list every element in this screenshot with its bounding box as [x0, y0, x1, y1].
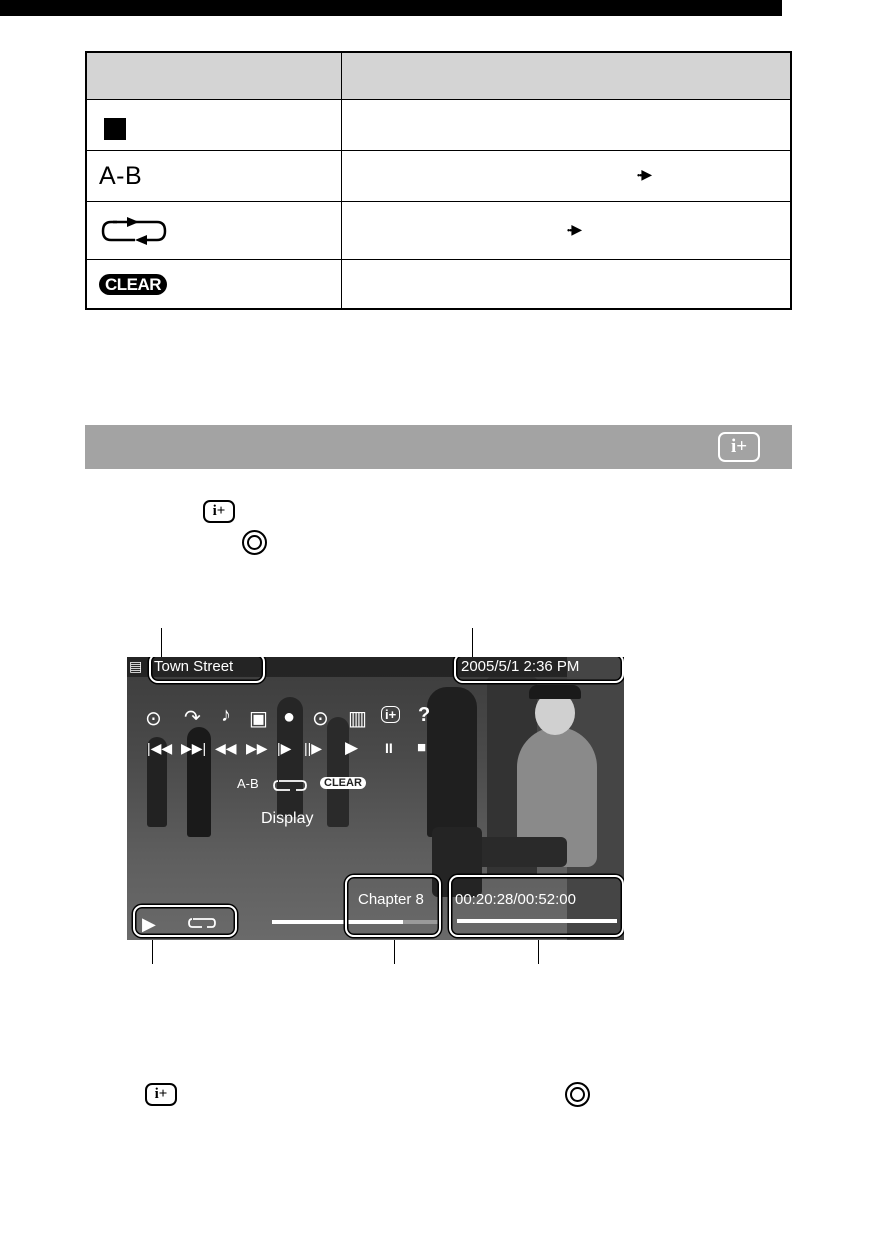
video-camera-icon[interactable]: ▣: [249, 708, 268, 730]
callout-title: [149, 657, 265, 683]
ab-repeat-label: A-B: [99, 161, 143, 190]
page-reference-arrow-icon: ••▶: [567, 221, 582, 237]
video-title: Town Street: [154, 658, 234, 675]
repeat-loop-icon[interactable]: [272, 778, 308, 793]
video-screenshot: [127, 657, 624, 940]
subtitle-icon[interactable]: ●: [283, 706, 296, 728]
next-icon[interactable]: ▶▶|: [181, 740, 207, 756]
stop-square-icon: [104, 118, 126, 140]
table-header: [87, 53, 790, 99]
display-label: Display: [261, 810, 314, 827]
table-row: [87, 259, 790, 308]
callout-leader: [161, 628, 162, 657]
rewind-icon[interactable]: ◀◀: [215, 740, 237, 756]
callout-datetime: [454, 657, 624, 683]
circle-button-icon: [565, 1082, 590, 1107]
fast-forward-icon[interactable]: ▶▶: [246, 740, 268, 756]
button-table: [85, 51, 792, 310]
section-header-bar: [85, 425, 792, 469]
play-icon[interactable]: ▶: [345, 738, 359, 757]
rotate-icon[interactable]: ↷: [184, 707, 201, 729]
info-plus-icon: i+: [718, 432, 760, 462]
callout-chapter: [345, 875, 441, 937]
chapter-label: Chapter 8: [358, 891, 424, 908]
page-reference-arrow-icon: ••▶: [637, 166, 652, 182]
clear-icon: CLEAR: [99, 274, 167, 295]
table-row: [87, 150, 790, 201]
pause-icon[interactable]: II: [385, 740, 393, 756]
callout-leader: [538, 940, 539, 964]
info-icon[interactable]: i+: [381, 706, 400, 723]
info-plus-icon: i+: [145, 1083, 177, 1106]
time-counter: 00:20:28/00:52:00: [455, 891, 576, 908]
top-rule: [0, 0, 782, 16]
music-icon[interactable]: ♪: [221, 704, 231, 726]
slow-icon[interactable]: ||▶: [304, 740, 323, 756]
callout-time: [449, 875, 624, 937]
callout-leader: [394, 940, 395, 964]
table-row: [87, 99, 790, 150]
help-icon[interactable]: ?: [418, 704, 431, 726]
callout-status: [133, 905, 237, 937]
film-icon: ▤: [129, 658, 143, 674]
repeat-loop-icon: [99, 216, 169, 246]
callout-leader: [152, 940, 153, 964]
ab-repeat-button[interactable]: A-B: [237, 776, 259, 791]
callout-leader: [472, 628, 473, 657]
camera-icon[interactable]: ⊙: [145, 708, 162, 730]
clear-button[interactable]: CLEAR: [320, 777, 366, 789]
audio-icon[interactable]: ⊙: [312, 708, 329, 730]
table-row: [87, 201, 790, 259]
previous-icon[interactable]: |◀◀: [147, 740, 173, 756]
stop-icon[interactable]: ■: [417, 739, 427, 756]
date-time: 2005/5/1 2:36 PM: [461, 658, 580, 675]
info-plus-icon: i+: [203, 500, 235, 523]
play-status-icon: ▶: [142, 914, 156, 934]
circle-button-icon: [242, 530, 267, 555]
film-strip-icon[interactable]: ▥: [348, 708, 367, 730]
step-icon[interactable]: |▶: [277, 740, 292, 756]
